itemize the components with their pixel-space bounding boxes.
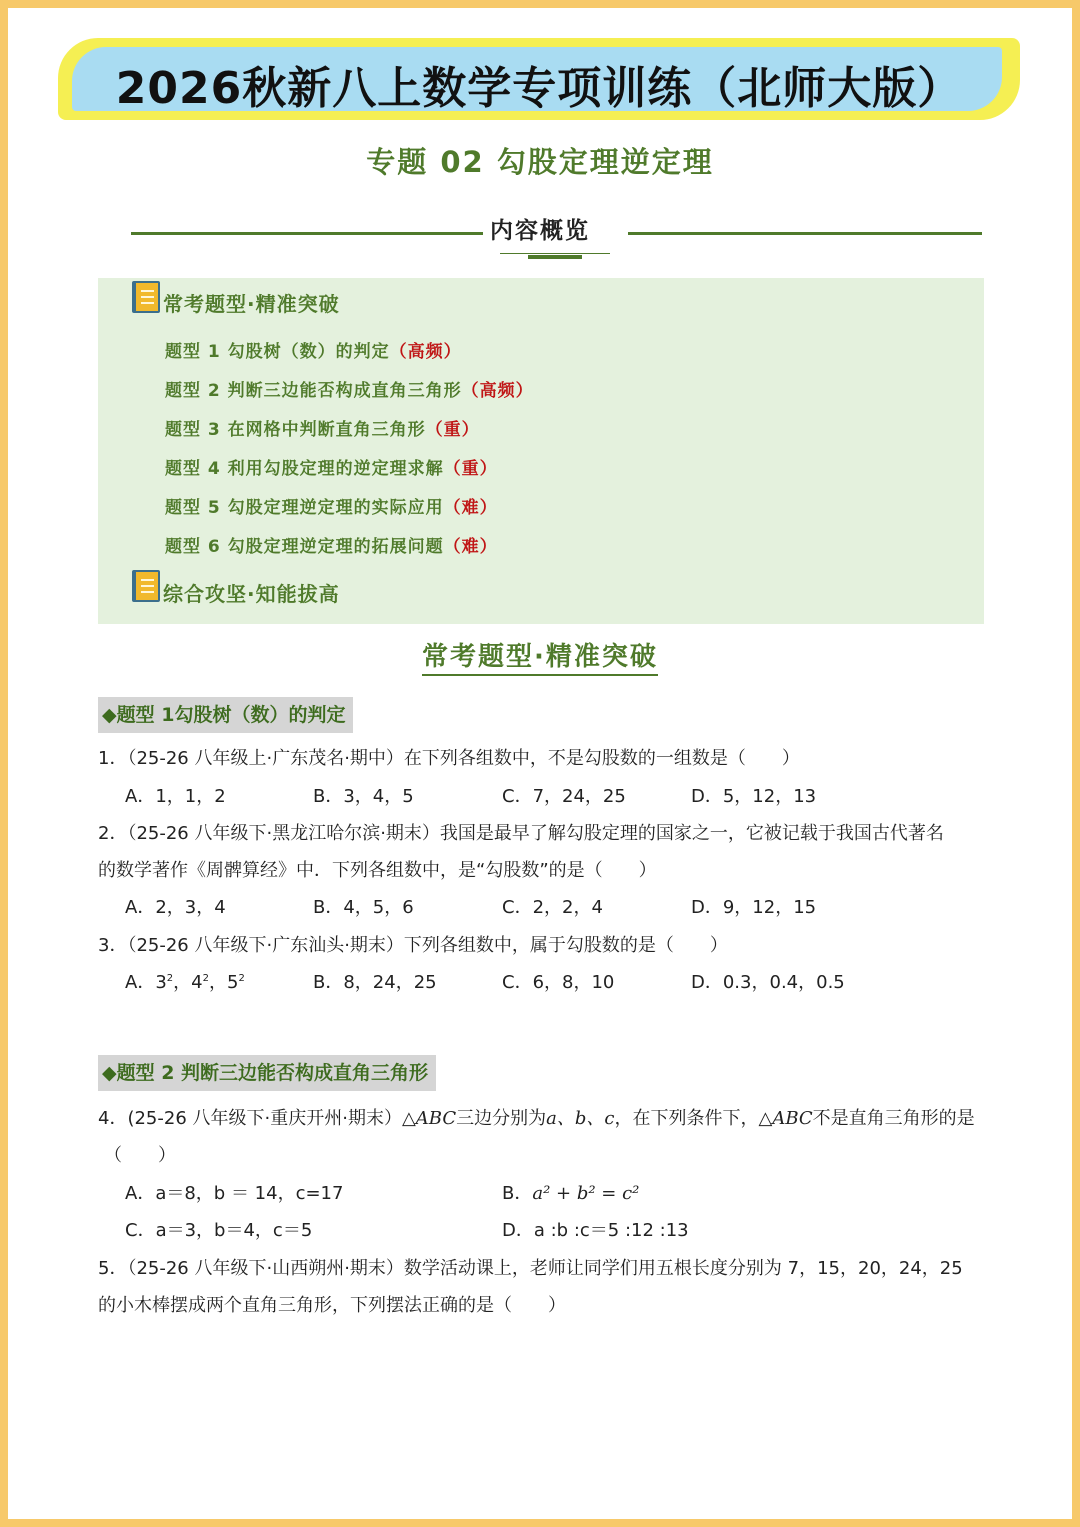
question-stem: 2．（25-26 八年级下·黑龙江哈尔滨·期末）我国是最早了解勾股定理的国家之一，它被记载于我国古代著名 — [98, 823, 944, 844]
topic-title: 专题 02 勾股定理逆定理 — [366, 145, 714, 179]
question-type-heading: ◆题型 1勾股树（数）的判定 — [98, 697, 353, 733]
answer-option[interactable]: B．8，24，25 — [313, 972, 437, 993]
overview-section-heading: 综合攻坚·知能拔高 — [163, 582, 340, 606]
answer-option[interactable]: C．7，24，25 — [502, 786, 626, 807]
question-stem: 1．（25-26 八年级上·广东茂名·期中）在下列各组数中，不是勾股数的一组数是（ ） — [98, 748, 800, 769]
question-stem: 的数学著作《周髀算经》中．下列各组数中，是“勾股数”的是（ ） — [98, 860, 657, 881]
overview-type-item[interactable]: 题型 4 利用勾股定理的逆定理求解（重） — [165, 459, 498, 479]
question-stem: 3．（25-26 八年级下·广东汕头·期末）下列各组数中，属于勾股数的是（ ） — [98, 935, 728, 956]
answer-option[interactable]: D．0.3，0.4，0.5 — [691, 972, 845, 993]
overview-type-item[interactable]: 题型 1 勾股树（数）的判定（高频） — [165, 342, 462, 362]
answer-option[interactable]: B．a² + b² = c² — [502, 1183, 640, 1204]
question-type-heading: ◆题型 2 判断三边能否构成直角三角形 — [98, 1055, 436, 1091]
book-icon — [132, 281, 160, 313]
answer-paren: （ ） — [104, 1145, 176, 1166]
answer-option[interactable]: A．$3^2$，$4^2$，$5^2$ — [125, 972, 245, 993]
overview-title: 内容概览 — [490, 218, 590, 244]
answer-option[interactable]: D．9，12，15 — [691, 897, 817, 918]
main-section-title: 常考题型·精准突破 — [0, 636, 1080, 673]
answer-option[interactable]: D．a :b :c＝5 :12 :13 — [502, 1220, 689, 1241]
answer-option[interactable]: C．2，2，4 — [502, 897, 603, 918]
overview-type-item[interactable]: 题型 2 判断三边能否构成直角三角形（高频） — [165, 381, 534, 401]
answer-option[interactable]: B．4，5，6 — [313, 897, 414, 918]
book-icon — [132, 570, 160, 602]
question-stem: 5．（25-26 八年级下·山西朔州·期末）数学活动课上，老师让同学们用五根长度分别为 7，15，20，24，25 — [98, 1258, 963, 1279]
overview-underline — [500, 253, 610, 254]
answer-option[interactable]: D．5，12，13 — [691, 786, 817, 807]
answer-option[interactable]: A．a＝8，b ＝ 14，c=17 — [125, 1183, 344, 1204]
answer-option[interactable]: C．a＝3，b＝4，c＝5 — [125, 1220, 313, 1241]
banner-title: 2026秋新八上数学专项训练（北师大版） — [115, 63, 963, 114]
overview-type-item[interactable]: 题型 6 勾股定理逆定理的拓展问题（难） — [165, 537, 498, 557]
overview-section-heading: 常考题型·精准突破 — [163, 292, 340, 316]
title-banner — [58, 38, 1020, 120]
answer-option[interactable]: C．6，8，10 — [502, 972, 615, 993]
overview-box — [98, 278, 984, 624]
overview-type-item[interactable]: 题型 5 勾股定理逆定理的实际应用（难） — [165, 498, 498, 518]
overview-underline-accent — [528, 255, 582, 259]
answer-option[interactable]: A．1，1，2 — [125, 786, 226, 807]
question-stem: 4．(25-26 八年级下·重庆开州·期末）△ABC三边分别为a、b、c，在下列条件下，△ABC不是直角三角形的是 — [98, 1108, 975, 1129]
answer-option[interactable]: A．2，3，4 — [125, 897, 226, 918]
answer-option[interactable]: B．3，4，5 — [313, 786, 414, 807]
question-stem: 的小木棒摆成两个直角三角形，下列摆法正确的是（ ） — [98, 1295, 566, 1316]
overview-type-item[interactable]: 题型 3 在网格中判断直角三角形（重） — [165, 420, 480, 440]
